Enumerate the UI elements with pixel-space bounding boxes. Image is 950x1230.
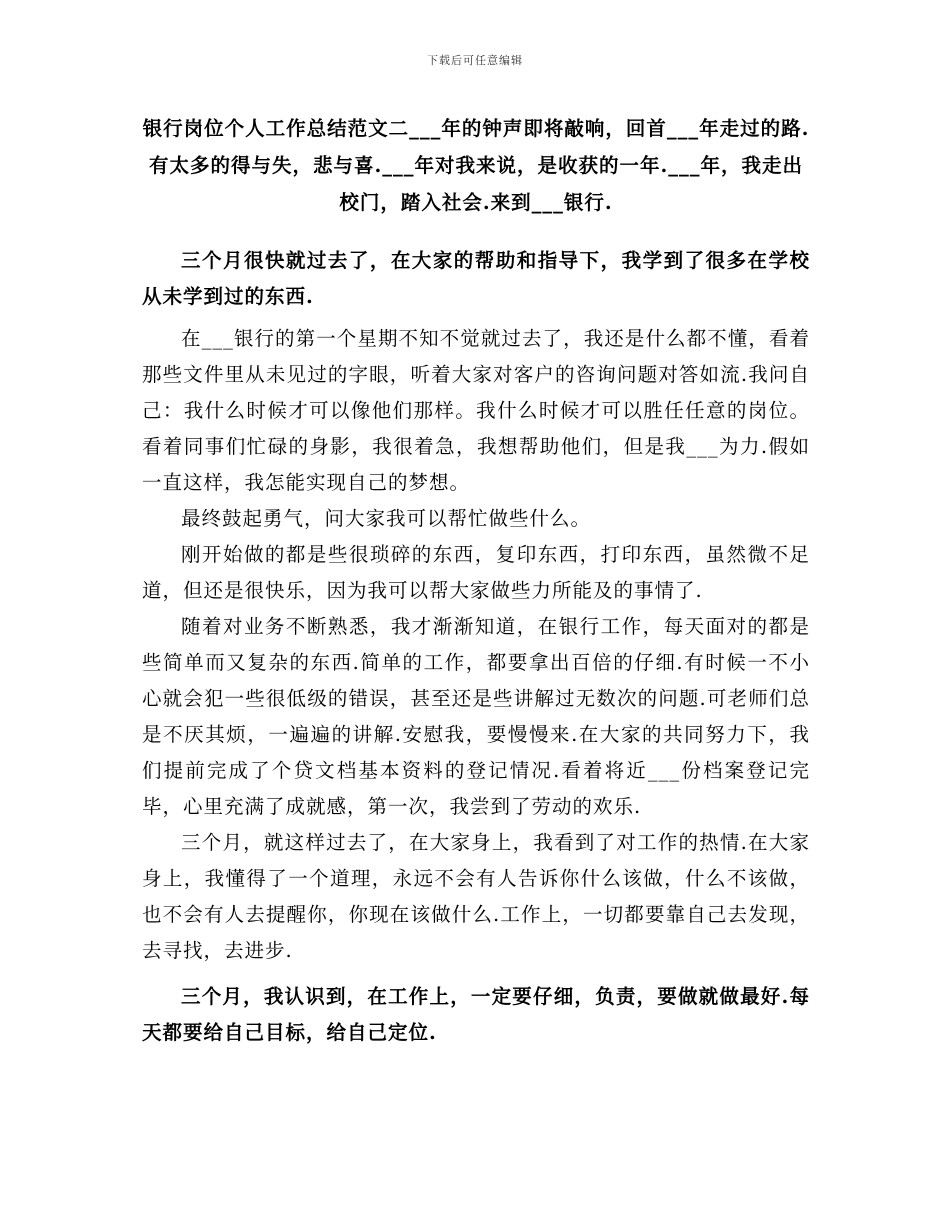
paragraph-2: 在___银行的第一个星期不知不觉就过去了，我还是什么都不懂，看着那些文件里从未见过的字眼，听着大家对客户的咨询问题对答如流.我问自己：我什么时候才可以像他们那样。我什么时候才可以胜任任意的岗位。看着同事们忙碌的身影，我很着急，我想帮助他们，但是我___为力.假如一直这样，我怎能实现自己的梦想。 bbox=[142, 327, 810, 494]
paragraph-1: 三个月很快就过去了，在大家的帮助和指导下，我学到了很多在学校从未学到过的东西. bbox=[142, 249, 810, 308]
paragraph-5: 随着对业务不断熟悉，我才渐渐知道，在银行工作，每天面对的都是些简单而又复杂的东西.简单的工作，都要拿出百倍的仔细.有时候一不小心就会犯一些很低级的错误，甚至还是些讲解过无数次的问题.可老师们总是不厌其烦，一遍遍的讲解.安慰我，要慢慢来.在大家的共同努力下，我们提前完成了个贷文档基本资料的登记情况.看着将近___份档案登记完毕，心里充满了成就感，第一次，我尝到了劳动的欢乐. bbox=[142, 615, 810, 818]
paragraph-4: 刚开始做的都是些很琐碎的东西，复印东西，打印东西，虽然微不足道，但还是很快乐，因为我可以帮大家做些力所能及的事情了. bbox=[142, 543, 810, 602]
paragraph-7: 三个月，我认识到，在工作上，一定要仔细，负责，要做就做最好.每天都要给自己目标，给自己定位. bbox=[142, 985, 810, 1044]
page-header-note: 下载后可任意编辑 bbox=[427, 54, 523, 67]
paragraph-3: 最终鼓起勇气，问大家我可以帮忙做些什么。 bbox=[181, 507, 592, 530]
document-body bbox=[142, 110, 810, 1051]
document-title-paragraph: 银行岗位个人工作总结范文二___年的钟声即将敲响，回首___年走过的路.有太多的得与失，悲与喜.___年对我来说，是收获的一年.___年，我走出校门，踏入社会.来到___银行. bbox=[142, 117, 810, 214]
paragraph-6: 三个月，就这样过去了，在大家身上，我看到了对工作的热情.在大家身上，我懂得了一个道理，永远不会有人告诉你什么该做，什么不该做，也不会有人去提醒你，你现在该做什么.工作上，一切都要靠自己去发现，去寻找，去进步. bbox=[142, 831, 810, 962]
